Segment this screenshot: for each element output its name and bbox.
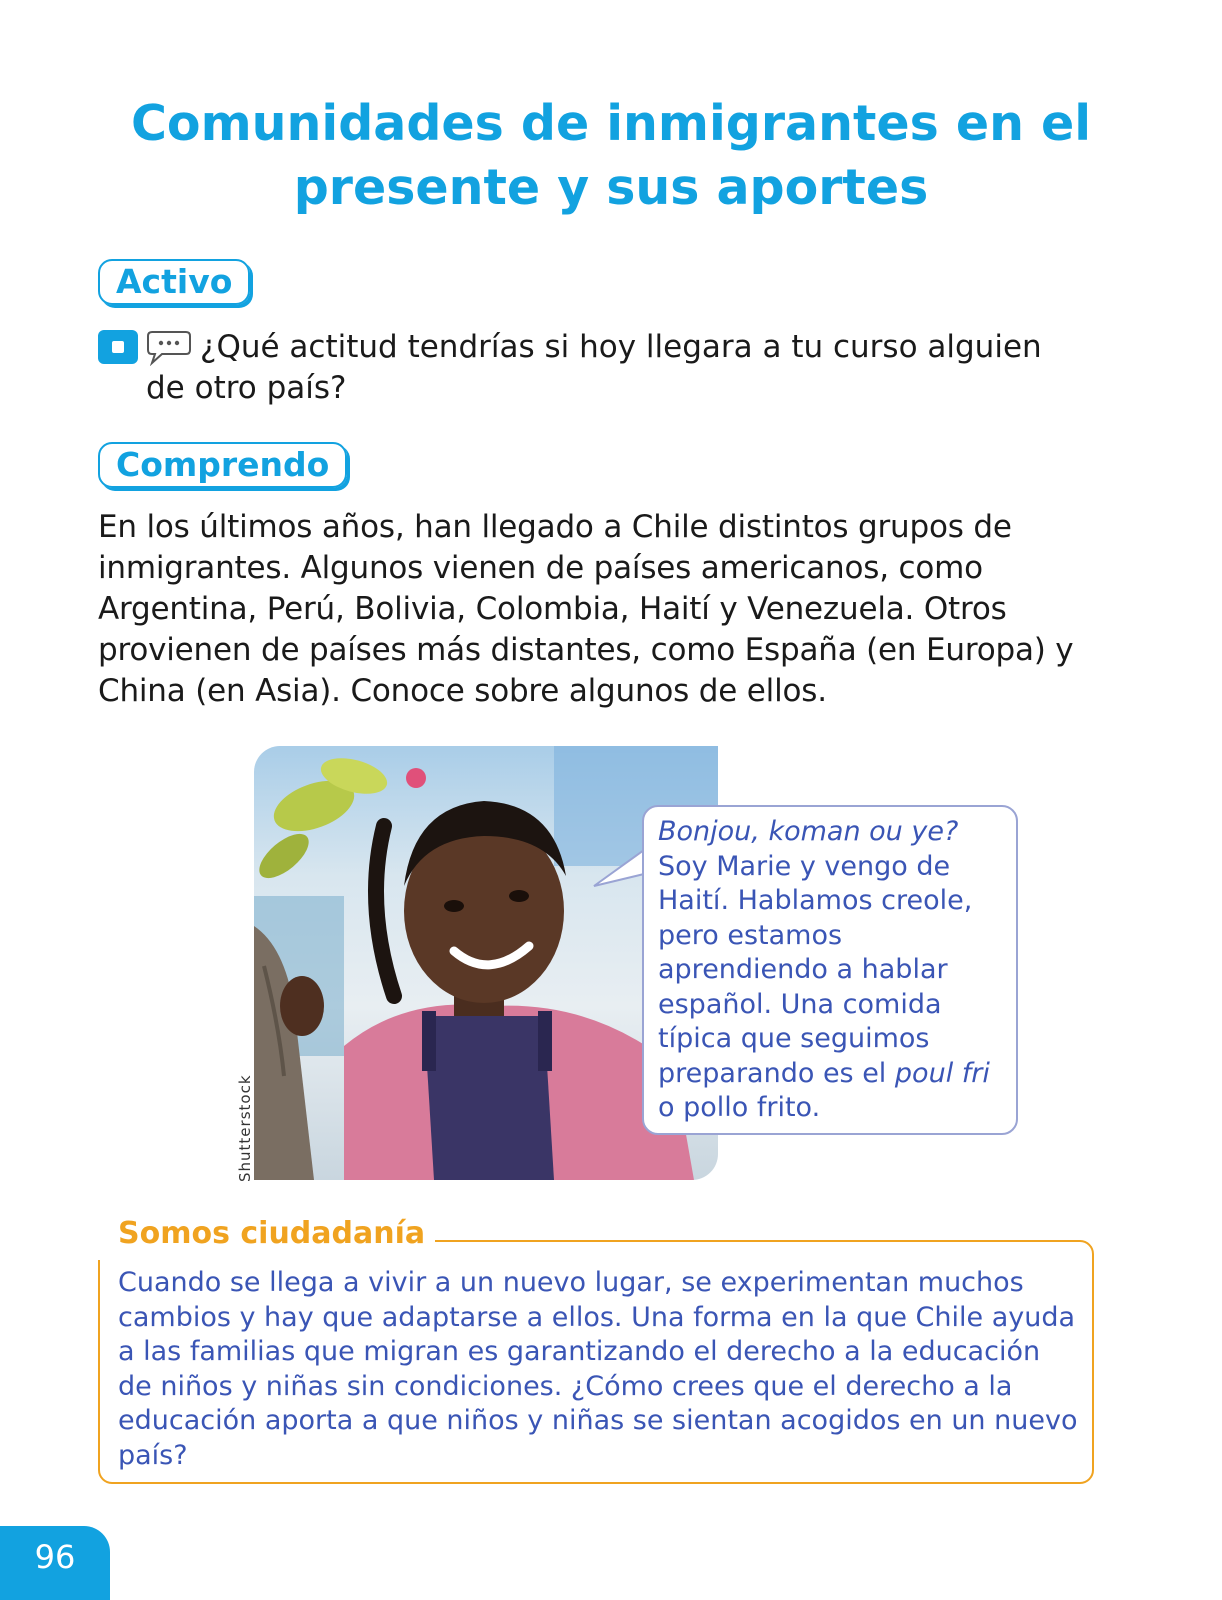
bubble-text: Soy Marie y vengo de Haití. Hablamos creole, pero estamos aprendiendo a hablar español. Una comida típica que seguimos preparando es el bbox=[658, 850, 973, 1089]
citizenship-text: Cuando se llega a vivir a un nuevo lugar, se experimentan muchos cambios y hay que adaptarse a ellos. Una forma en la que Chile ayuda a las familias que migran es garantizando el derecho a la educación de niños y niñas sin condiciones. ¿Cómo crees que el derecho a la educación aporta a que niños y niñas se sientan acogidos en un nuevo país? bbox=[118, 1267, 1078, 1471]
photo-credit: Shutterstock bbox=[236, 1074, 254, 1182]
speech-bubble bbox=[642, 805, 1018, 1135]
title-line-1: Comunidades de inmigrantes en el bbox=[130, 95, 1092, 152]
bubble-tail bbox=[590, 848, 650, 898]
activity-question: ¿Qué actitud tendrías si hoy llegara a tu curso alguien de otro país? bbox=[146, 329, 1042, 406]
citizenship-title: Somos ciudadanía bbox=[108, 1216, 435, 1251]
page-title bbox=[0, 92, 1222, 220]
bubble-text-end: o pollo frito. bbox=[658, 1092, 821, 1123]
bubble-greeting: Bonjou, koman ou ye? bbox=[658, 816, 959, 847]
section-tag-comprendo: Comprendo bbox=[98, 442, 347, 488]
body-paragraph: En los últimos años, han llegado a Chile distintos grupos de inmigrantes. Algunos vienen de países americanos, como Argentina, Perú, Bolivia, Colombia, Haití y Venezuela. Otros provienen de países más distantes, como España (en Europa) y China (en Asia). Conoce sobre algunos de ellos. bbox=[98, 509, 1074, 709]
page-number: 96 bbox=[0, 1526, 110, 1600]
bubble-dish: poul fri bbox=[894, 1057, 990, 1089]
activity-square-icon bbox=[98, 330, 138, 364]
section-tag-activo: Activo bbox=[98, 259, 250, 305]
title-line-2: presente y sus aportes bbox=[293, 159, 929, 216]
